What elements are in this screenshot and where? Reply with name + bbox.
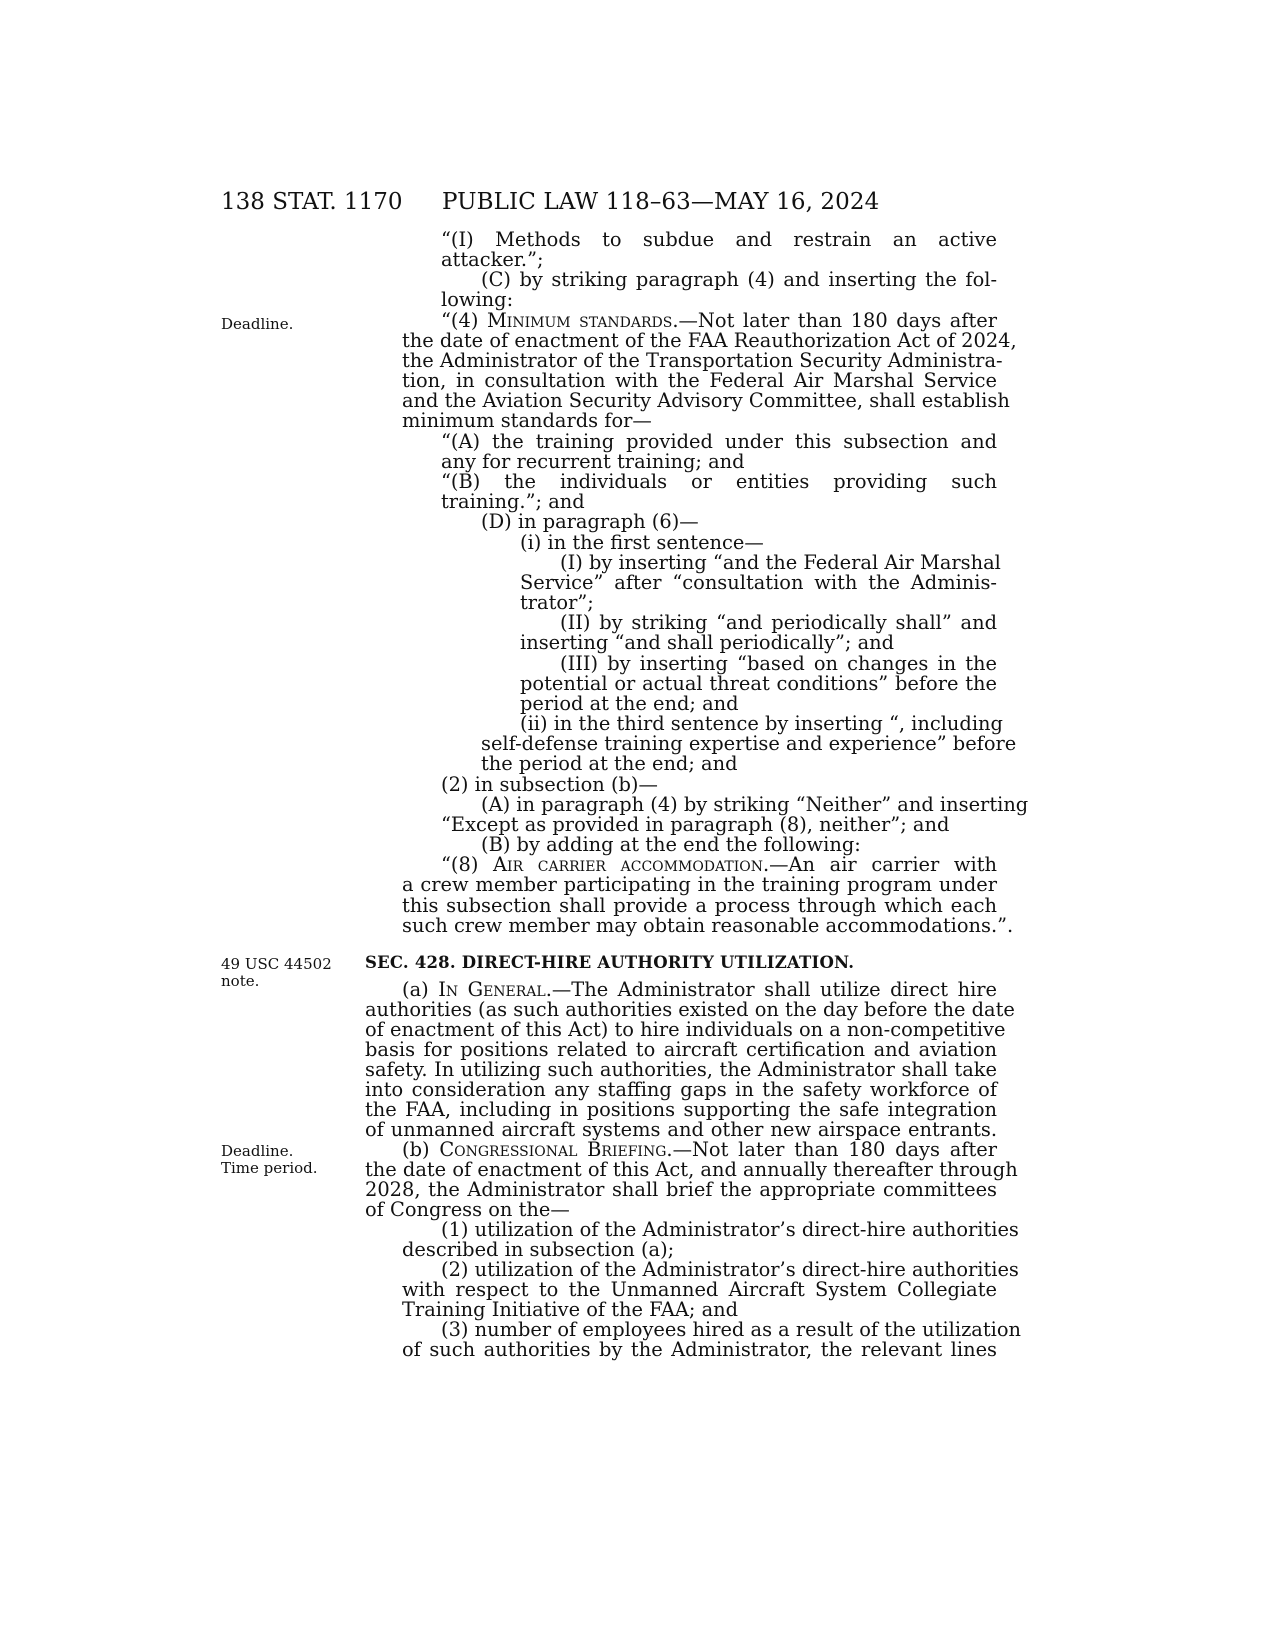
text-line: “(B) the individuals or entities providing such (441, 470, 997, 493)
text-line: (I) by inserting “and the Federal Air Marshal (560, 551, 1001, 574)
page-title: PUBLIC LAW 118–63—MAY 16, 2024 (442, 189, 880, 215)
text-line: of enactment of this Act) to hire individuals on a non-competitive (365, 1018, 1006, 1041)
text-line: “Except as provided in paragraph (8), neither”; and (441, 813, 950, 836)
text-line: with respect to the Unmanned Aircraft System Collegiate (402, 1278, 997, 1301)
text-line: “(A) the training provided under this subsection and (441, 430, 997, 453)
text-line: inserting “and shall periodically”; and (520, 631, 895, 654)
text-line: (II) by striking “and periodically shall” and (560, 611, 997, 634)
text-line: the FAA, including in positions supporting the safe integration (365, 1098, 997, 1121)
text-line: (C) by striking paragraph (4) and inserting the fol- (481, 268, 997, 291)
margin-note-deadline: Deadline. (221, 315, 294, 333)
text-line: 2028, the Administrator shall brief the appropriate committees (365, 1178, 997, 1201)
text-line: the Administrator of the Transportation Security Administra- (402, 349, 1003, 372)
text-line: this subsection shall provide a process through which each (402, 894, 997, 917)
text-line: of such authorities by the Administrator, the relevant lines (402, 1338, 997, 1361)
margin-note-deadline-b: Deadline. (221, 1142, 294, 1160)
paragraph-heading-air-carrier-accommodation: “(8) Air carrier accommodation.—An air carrier with (441, 853, 998, 876)
margin-note-usc-cite: 49 USC 44502 (221, 955, 332, 973)
text-line: such crew member may obtain reasonable accommodations.”. (402, 914, 1014, 937)
paragraph-heading-minimum-standards: “(4) Minimum standards.—Not later than 180 days after (441, 309, 997, 332)
text-line: training.”; and (441, 490, 585, 513)
text-line: the period at the end; and (481, 752, 738, 775)
text-line: (3) number of employees hired as a result of the utilization (441, 1318, 1022, 1341)
text-line: lowing: (441, 288, 514, 311)
subsection-heading-congressional-briefing: (b) Congressional Briefing.—Not later than 180 days after (402, 1138, 997, 1161)
text-line: safety. In utilizing such authorities, the Administrator shall take (365, 1058, 997, 1081)
text-line: a crew member participating in the training program under (402, 873, 997, 896)
text-line: (ii) in the third sentence by inserting “, including (520, 712, 1003, 735)
text-line: (2) utilization of the Administrator’s direct-hire authorities (441, 1258, 1019, 1281)
text-line: potential or actual threat conditions” before the (520, 672, 997, 695)
text-line: Service” after “consultation with the Adminis- (520, 571, 997, 594)
text-line: attacker.”; (441, 248, 544, 271)
text-line: described in subsection (a); (402, 1238, 675, 1261)
text-line: the date of enactment of this Act, and annually thereafter through (365, 1158, 1018, 1181)
section-heading: SEC. 428. DIRECT-HIRE AUTHORITY UTILIZATION. (365, 953, 855, 972)
text-line: and the Aviation Security Advisory Committee, shall establish (402, 389, 1010, 412)
text-line: the date of enactment of the FAA Reauthorization Act of 2024, (402, 329, 1017, 352)
text-line: minimum standards for— (402, 409, 652, 432)
text-line: (B) by adding at the end the following: (481, 833, 861, 856)
text-line: Training Initiative of the FAA; and (402, 1298, 739, 1321)
text-line: self-defense training expertise and experience” before (481, 732, 1017, 755)
subsection-heading-in-general: (a) In General.—The Administrator shall utilize direct hire (402, 978, 998, 1001)
text-line: trator”; (520, 591, 594, 614)
text-line: into consideration any staffing gaps in the safety workforce of (365, 1078, 997, 1101)
text-line: authorities (as such authorities existed on the day before the date (365, 998, 1015, 1021)
margin-note-usc-note: note. (221, 972, 260, 990)
text-line: of Congress on the— (365, 1198, 570, 1221)
margin-note-time-period: Time period. (221, 1159, 318, 1177)
text-line: (2) in subsection (b)— (441, 773, 658, 796)
text-line: period at the end; and (520, 692, 739, 715)
statute-citation: 138 STAT. 1170 (221, 189, 403, 215)
text-line: tion, in consultation with the Federal Air Marshal Service (402, 369, 997, 392)
text-line: (III) by inserting “based on changes in the (560, 652, 997, 675)
text-line: (1) utilization of the Administrator’s direct-hire authorities (441, 1218, 1019, 1241)
text-line: (D) in paragraph (6)— (481, 510, 699, 533)
text-line: “(I) Methods to subdue and restrain an active (441, 228, 997, 251)
text-line: (A) in paragraph (4) by striking “Neither” and inserting (481, 793, 1029, 816)
text-line: any for recurrent training; and (441, 450, 745, 473)
text-line: of unmanned aircraft systems and other new airspace entrants. (365, 1118, 997, 1141)
text-line: (i) in the first sentence— (520, 531, 764, 554)
text-line: basis for positions related to aircraft certification and aviation (365, 1038, 997, 1061)
